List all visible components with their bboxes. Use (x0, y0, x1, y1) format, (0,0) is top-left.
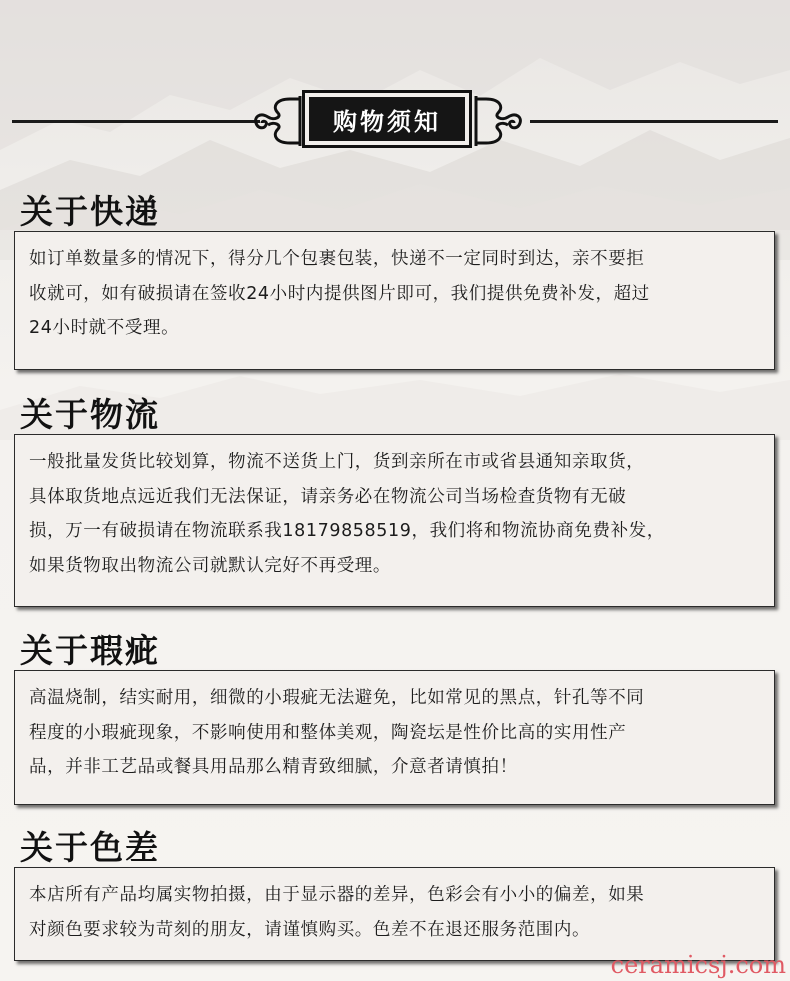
section-box-delivery (14, 231, 775, 370)
section-heading-delivery: 关于快递 (20, 192, 160, 231)
banner-line-right (530, 120, 778, 123)
section-heading-color-difference: 关于色差 (20, 828, 160, 867)
cloud-scroll-left-icon (250, 93, 306, 149)
section-box-color-difference (14, 867, 775, 961)
text-line: 收就可，如有破损请在签收24小时内提供图片即可，我们提供免费补发，超过 (29, 283, 650, 304)
text-line: 24小时就不受理。 (29, 318, 180, 338)
section-box-flaws (14, 670, 775, 805)
banner-title-frame (302, 90, 472, 148)
page-title: 购物须知 (309, 97, 465, 141)
cloud-scroll-right-icon (470, 93, 526, 149)
text-line: 品，并非工艺品或餐具用品那么精青致细腻，介意者请慎拍！ (29, 757, 518, 777)
text-line: 损，万一有破损请在物流联系我18179858519，我们将和物流协商免费补发， (29, 521, 665, 541)
text-line: 具体取货地点远近我们无法保证，请亲务必在物流公司当场检查货物有无破 (29, 486, 627, 507)
watermark-text: ceramicsj.com (610, 951, 786, 979)
title-banner (0, 86, 790, 156)
section-box-logistics (14, 434, 775, 607)
text-line: 一般批量发货比较划算，物流不送货上门，货到亲所在市或省县通知亲取货， (29, 452, 645, 472)
text-line: 高温烧制，结实耐用，细微的小瑕疵无法避免，比如常见的黑点，针孔等不同 (29, 688, 645, 708)
section-heading-flaws: 关于瑕疵 (20, 631, 160, 670)
banner-line-left (12, 120, 260, 123)
section-heading-logistics: 关于物流 (20, 395, 160, 434)
text-line: 本店所有产品均属实物拍摄，由于显示器的差异，色彩会有小小的偏差，如果 (29, 885, 645, 905)
text-line: 对颜色要求较为苛刻的朋友，请谨慎购买。色差不在退还服务范围内。 (29, 919, 591, 940)
text-line: 如订单数量多的情况下，得分几个包裹包装，快递不一定同时到达，亲不要拒 (29, 249, 645, 269)
text-line: 程度的小瑕疵现象，不影响使用和整体美观，陶瓷坛是性价比高的实用性产 (29, 722, 627, 743)
text-line: 如果货物取出物流公司就默认完好不再受理。 (29, 555, 391, 576)
